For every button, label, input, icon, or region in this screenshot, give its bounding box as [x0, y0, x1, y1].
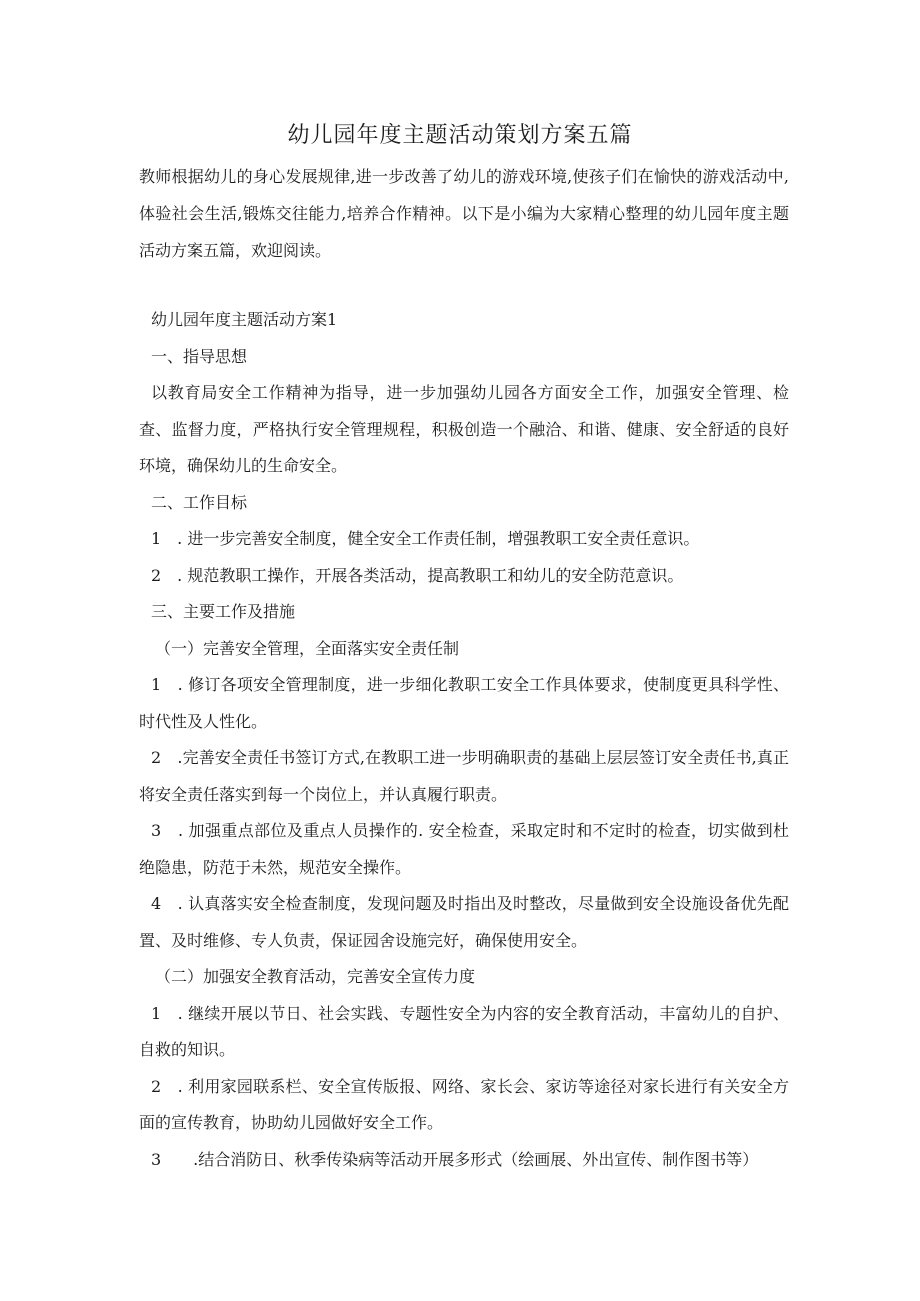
list-item: 3 . 加强重点部位及重点人员操作的. 安全检查，采取定时和不定时的检查，切实做到杜绝隐患，防范于未然，规范安全操作。	[139, 821, 789, 877]
list-item: 1 . 修订各项安全管理制度，进一步细化教职工安全工作具体要求，使制度更具科学性、时代性及人性化。	[139, 675, 789, 731]
body-paragraph: 以教育局安全工作精神为指导，进一步加强幼儿园各方面安全工作，加强安全管理、检查、监督力度，严格执行安全管理规程，积极创造一个融洽、和谐、健康、安全舒适的良好环境，确保幼儿的生命安全。	[139, 383, 789, 475]
list-item: 3 .结合消防日、秋季传染病等活动开展多形式（绘画展、外出宣传、制作图书等）	[151, 1149, 759, 1169]
list-item: 2 .完善安全责任书签订方式,在教职工进一步明确职责的基础上层层签订安全责任书,真正将安全责任落实到每一个岗位上，并认真履行职责。	[139, 748, 789, 804]
intro-paragraph: 教师根据幼儿的身心发展规律,进一步改善了幼儿的游戏环境,使孩子们在愉快的游戏活动中,体验社会生活,锻炼交往能力,培养合作精神。以下是小编为大家精心整理的幼儿园年度主题活动方案五篇，欢迎阅读。	[139, 167, 789, 260]
subsection-heading: （一）完善安全管理，全面落实安全责任制	[155, 638, 460, 658]
subsection-heading: （二）加强安全教育活动，完善安全宣传力度	[155, 967, 476, 986]
page-title: 幼儿园年度主题活动策划方案五篇	[287, 123, 633, 148]
list-item: 2 . 利用家园联系栏、安全宣传版报、网络、家长会、家访等途径对家长进行有关安全方面的宣传教育，协助幼儿园做好安全工作。	[139, 1076, 789, 1132]
document-body	[139, 302, 789, 1178]
list-item: 1 . 进一步完善安全制度，健全安全工作责任制，增强教职工安全责任意识。	[151, 529, 700, 548]
list-item: 1 . 继续开展以节日、社会实践、专题性安全为内容的安全教育活动，丰富幼儿的自护、自救的知识。	[139, 1003, 789, 1059]
section-heading: 三、主要工作及措施	[151, 602, 296, 621]
section-heading: 一、指导思想	[151, 346, 248, 366]
section-heading: 幼儿园年度主题活动方案1	[151, 310, 338, 329]
list-item: 2 . 规范教职工操作，开展各类活动，提高教职工和幼儿的安全防范意识。	[151, 565, 684, 585]
section-heading: 二、工作目标	[151, 492, 248, 512]
list-item: 4 . 认真落实安全检查制度，发现问题及时指出及时整改，尽量做到安全设施设备优先配置、及时维修、专人负责，保证园舍设施完好，确保使用安全。	[139, 894, 789, 950]
